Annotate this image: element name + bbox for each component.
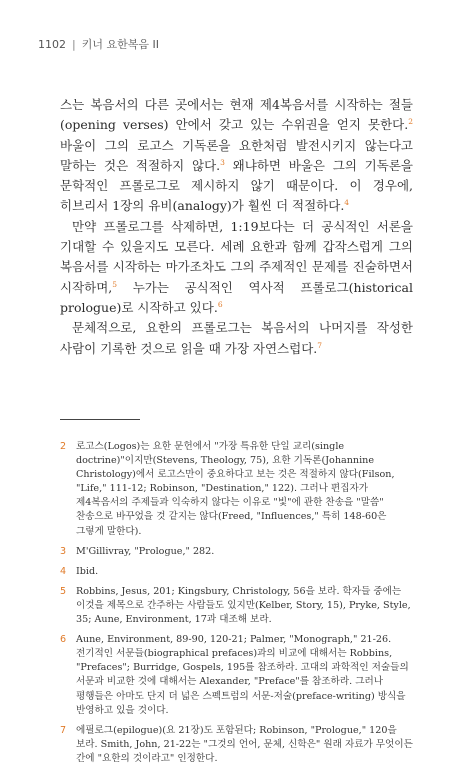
footnote-number: 4: [60, 565, 67, 577]
footnote-text: M'Gillivray, "Prologue," 282.: [76, 545, 215, 557]
footnote-ref[interactable]: 5: [112, 279, 118, 289]
footnote-ref[interactable]: 2: [408, 117, 413, 127]
paragraph-text: 만약 프롤로그를 삭제하면, 1:19보다는 더 공식적인 서론을 기대할 수 있을지도 모른다. 세례 요한과 함께 갑작스럽게 그의 복음서를 시작하는 마가조차도 그의 주제적인 문제를 진술하면서 시작하며,: [60, 218, 413, 295]
footnote-ref[interactable]: 3: [220, 157, 225, 167]
footnote: [60, 724, 413, 766]
page-number: 1102: [38, 38, 66, 51]
footnote: [60, 545, 413, 559]
body-paragraph: [60, 95, 413, 217]
main-text: [60, 95, 413, 359]
footnote-number: 3: [60, 545, 67, 557]
footnote: [60, 565, 413, 579]
footnote: [60, 633, 413, 718]
footnote-text: Ibid.: [76, 565, 99, 577]
paragraph-text: 왜냐하면 바울은 그의 기독론을 문학적인 프롤로그로 제시하지 않기 때문이다. 이 경우에, 히브리서 1장의 유비(analogy)가 훨씬 더 적절하다.: [60, 157, 413, 214]
body-paragraph: [60, 318, 413, 359]
footnote-ref[interactable]: 6: [217, 299, 223, 309]
footnote-number: 6: [60, 634, 67, 646]
footnotes: [60, 440, 413, 772]
body-paragraph: [60, 217, 413, 318]
paragraph-text: 문체적으로, 요한의 프롤로그는 복음서의 나머지를 작성한 사람이 기록한 것으로 읽을 때 가장 자연스럽다.: [60, 320, 413, 356]
footnote-rule: [60, 419, 140, 420]
footnote: [60, 440, 413, 539]
paragraph-text: 누가는 공식적인 역사적 프롤로그(historical prologue)로 시작하고 있다.: [60, 279, 413, 315]
paragraph-text: 스는 복음서의 다른 곳에서는 현재 제4복음서를 시작하는 절들(opening verses) 안에서 갖고 있는 수위권을 얻지 못한다.: [60, 97, 413, 133]
paragraph-text: 바울이 그의 로고스 기독론을 요한처럼 발전시키지 않는다고 말하는 것은 적절하지 않다.: [60, 137, 413, 173]
footnote-number: 7: [60, 724, 67, 736]
footnote-text: Robbins, Jesus, 201; Kingsbury, Christology, 56을 보라. 학자들 중에는 이것을 제목으로 간주하는 사람들도 있지만(Kelber, Story, 15), Pryke, Style, 35; Aune, Environment, 17과 대조해 보라.: [76, 585, 411, 626]
footnote-ref[interactable]: 7: [317, 340, 323, 350]
book-title: 키너 요한복음 II: [81, 38, 159, 51]
footnote-number: 5: [60, 585, 67, 597]
footnote-text: 에필로그(epilogue)(요 21장)도 포함된다; Robinson, "Prologue," 120을 보라. Smith, John, 21-22는 "그것의 언어, 문체, 신학은" 원래 자료가 무엇이든 간에 "요한의 것이라고" 인정한다.: [76, 724, 413, 764]
header-separator: |: [72, 38, 76, 51]
footnote-ref[interactable]: 4: [344, 198, 350, 208]
footnote-number: 2: [60, 441, 67, 452]
footnote-text: 로고스(Logos)는 요한 문헌에서 "가장 특유한 단일 교리(single doctrine)"이지만(Stevens, Theology, 75), 요한 기독론(Johannine Christology)에서 로고스만이 중요하다고 보는 것은 적절하지 않다(Filson, "Life," 111-12; Robinson, "Destination," 122). 그러나 편집자가 제4복음서의 주제들과 익숙하지 않다는 이유로 "빛"에 관한 찬송을 "말씀" 찬송으로 바꾸었을 것 같지는 않다(Freed, "Influences," 특히 148-60은 그렇게 말한다).: [76, 441, 395, 537]
footnote-text: Aune, Environment, 89-90, 120-21; Palmer, "Monograph," 21-26. 전기적인 서문들(biographical prefaces)과의 비교에 대해서는 Robbins, "Prefaces"; Burridge, Gospels, 195를 참조하라. 고대의 과학적인 저술들의 서문과 비교한 것에 대해서는 Alexander, "Preface"를 참조하라. 그러나 평행들은 아마도 단지 더 넓은 스펙트럼의 서문-저술(preface-writing) 방식을 반영하고 있을 것이다.: [76, 634, 409, 716]
running-header: [38, 36, 159, 52]
footnote: [60, 585, 413, 627]
